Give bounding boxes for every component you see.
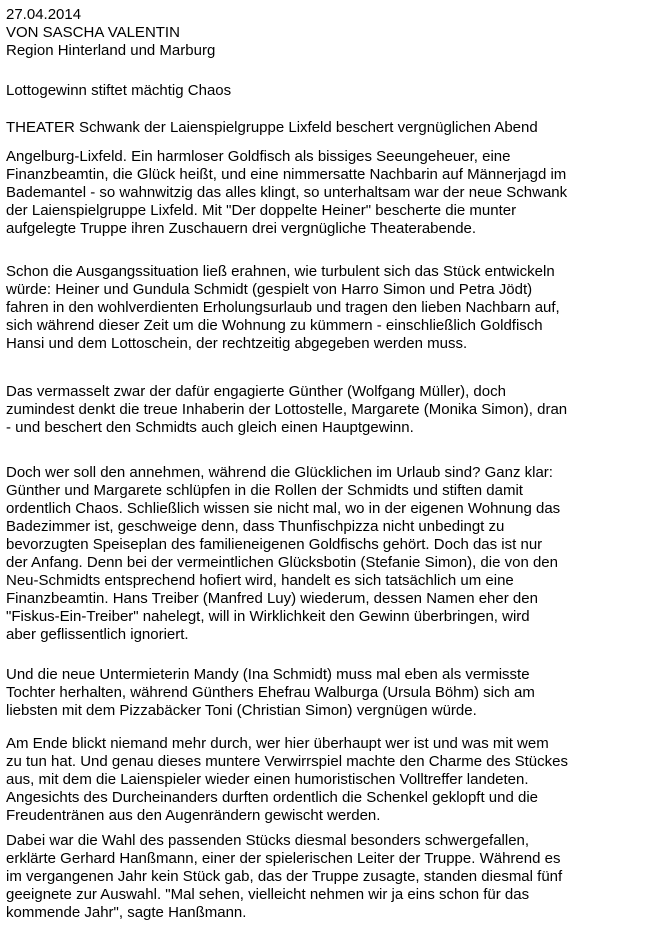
article-headline <box>6 82 231 100</box>
paragraph-line: der Laienspielgruppe Lixfeld. Mit "Der doppelte Heiner" bescherte die munter <box>6 202 517 219</box>
article-meta <box>6 6 215 60</box>
paragraph-line: der Anfang. Denn bei der vermeintlichen Glücksbotin (Stefanie Simon), die von den <box>6 554 558 571</box>
paragraph-line: Finanzbeamtin, die Glück heißt, und eine nimmersatte Nachbarin auf Männerjagd im <box>6 166 567 183</box>
paragraph-line: Tochter herhalten, während Günthers Ehefrau Walburga (Ursula Böhm) sich am <box>6 684 535 701</box>
paragraph-line: Dabei war die Wahl des passenden Stücks diesmal besonders schwergefallen, <box>6 832 530 849</box>
paragraph-3 <box>6 383 567 437</box>
paragraph-line: Finanzbeamtin. Hans Treiber (Manfred Luy) wiederum, dessen Namen eher den <box>6 590 538 607</box>
paragraph-line: aber geflissentlich ignoriert. <box>6 626 189 643</box>
paragraph-line: zumindest denkt die treue Inhaberin der Lottostelle, Margarete (Monika Simon), dran <box>6 401 568 418</box>
paragraph-line: Angelburg-Lixfeld. Ein harmloser Goldfisch als bissiges Seeungeheuer, eine <box>6 148 511 165</box>
paragraph-7 <box>6 832 562 922</box>
paragraph-line: fahren in den wohlverdienten Erholungsurlaub und tragen den lieben Nachbarn auf, <box>6 299 560 316</box>
article-author: VON SASCHA VALENTIN <box>6 24 180 41</box>
paragraph-line: geeignete zur Auswahl. "Mal sehen, vielleicht nehmen wir ja eins schon für das <box>6 886 530 903</box>
paragraph-line: ordentlich Chaos. Schließlich wissen sie nicht mal, wo in der eigenen Wohnung das <box>6 500 561 517</box>
subheadline-text: THEATER Schwank der Laienspielgruppe Lixfeld beschert vergnüglichen Abend <box>6 119 538 136</box>
paragraph-line: zu tun hat. Und genau dieses muntere Verwirrspiel machte den Charme des Stückes <box>6 753 568 770</box>
paragraph-line: Das vermasselt zwar der dafür engagierte Günther (Wolfgang Müller), doch <box>6 383 506 400</box>
article-subheadline <box>6 119 538 137</box>
paragraph-line: aus, mit dem die Laienspieler wieder einen humoristischen Volltreffer landeten. <box>6 771 529 788</box>
paragraph-line: Bademantel - so wahnwitzig das alles klingt, so unterhaltsam war der neue Schwank <box>6 184 568 201</box>
paragraph-line: würde: Heiner und Gundula Schmidt (gespielt von Harro Simon und Petra Jödt) <box>6 281 533 298</box>
paragraph-5 <box>6 666 535 720</box>
paragraph-line: Doch wer soll den annehmen, während die Glücklichen im Urlaub sind? Ganz klar: <box>6 464 553 481</box>
paragraph-line: Badezimmer ist, geschweige denn, dass Thunfischpizza nicht unbedingt zu <box>6 518 505 535</box>
paragraph-line: Am Ende blickt niemand mehr durch, wer hier überhaupt wer ist und was mit wem <box>6 735 549 752</box>
paragraph-line: aufgelegte Truppe ihren Zuschauern drei vergnügliche Theaterabende. <box>6 220 477 237</box>
article-date: 27.04.2014 <box>6 6 82 23</box>
paragraph-4 <box>6 464 560 644</box>
paragraph-line: Günther und Margarete schlüpfen in die Rollen der Schmidts und stiften damit <box>6 482 523 499</box>
paragraph-line: Neu-Schmidts entsprechend hofiert wird, handelt es sich tatsächlich um eine <box>6 572 514 589</box>
paragraph-line: bevorzugten Speiseplan des familieneigenen Goldfischs gehört. Doch das ist nur <box>6 536 543 553</box>
paragraph-line: Schon die Ausgangssituation ließ erahnen, wie turbulent sich das Stück entwickeln <box>6 263 555 280</box>
paragraph-line: - und beschert den Schmidts auch gleich einen Hauptgewinn. <box>6 419 414 436</box>
headline-text: Lottogewinn stiftet mächtig Chaos <box>6 82 232 99</box>
paragraph-line: liebsten mit dem Pizzabäcker Toni (Christian Simon) vergnügen würde. <box>6 702 477 719</box>
paragraph-line: "Fiskus-Ein-Treiber" nahelegt, will in Wirklichkeit den Gewinn überbringen, wird <box>6 608 530 625</box>
paragraph-line: im vergangenen Jahr kein Stück gab, das der Truppe zusagte, standen diesmal fünf <box>6 868 563 885</box>
paragraph-1 <box>6 148 567 238</box>
paragraph-2 <box>6 263 560 353</box>
paragraph-line: kommende Jahr", sagte Hanßmann. <box>6 904 247 921</box>
paragraph-line: Angesichts des Durcheinanders durften ordentlich die Schenkel geklopft und die <box>6 789 539 806</box>
article-region: Region Hinterland und Marburg <box>6 42 216 59</box>
paragraph-line: sich während dieser Zeit um die Wohnung zu kümmern - einschließlich Goldfisch <box>6 317 543 334</box>
paragraph-line: erklärte Gerhard Hanßmann, einer der spielerischen Leiter der Truppe. Während es <box>6 850 561 867</box>
paragraph-line: Und die neue Untermieterin Mandy (Ina Schmidt) muss mal eben als vermisste <box>6 666 530 683</box>
paragraph-line: Hansi und dem Lottoschein, der rechtzeitig abgegeben werden muss. <box>6 335 468 352</box>
paragraph-6 <box>6 735 568 825</box>
paragraph-line: Freudentränen aus den Augenrändern gewischt werden. <box>6 807 381 824</box>
